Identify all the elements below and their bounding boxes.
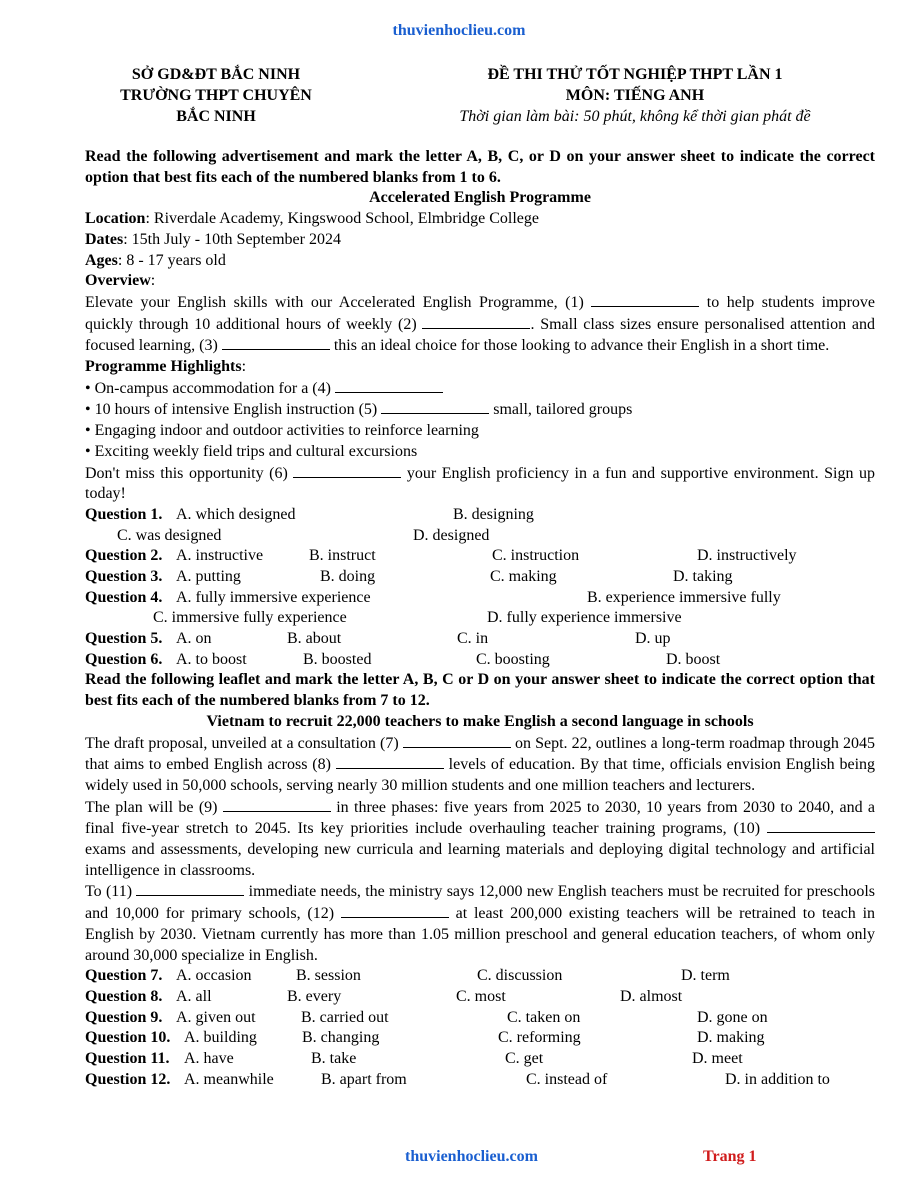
section1-title: Accelerated English Programme [369,189,591,207]
passage-paragraph-1: The draft proposal, unveiled at a consultation (7) on Sept. 22, outlines a long-term roadmap through 2045 that aims to embed English across (8) levels of education. By that time, officials envision English being widely used in 50,000 schools, serving nearly 30 million students and one million teachers and lecturers. [85,734,876,794]
passage-paragraph-2: The plan will be (9) in three phases: five years from 2025 to 2030, 10 years from 2030 to 2040, and a final five-year stretch to 2045. Its key priorities include overhauling teacher training programs, (10) exams and assessments, developing new curricula and learning materials and deploying digital technology and artificial intelligence in classrooms. [85,798,876,879]
exam-body [85,147,875,1090]
option-a: A. occasion [176,967,252,985]
option-c: C. get [505,1050,544,1068]
option-a: A. all [176,987,212,1005]
option-a: A. given out [176,1008,256,1026]
option-b: B. take [311,1050,357,1068]
blank-11 [136,881,244,896]
option-b: B. session [296,967,361,985]
option-d: D. up [635,630,671,648]
option-c: C. immersive fully experience [153,609,347,627]
highlight-2: • 10 hours of intensive English instruction (5) small, tailored groups [85,401,633,419]
exam-header [85,64,875,130]
option-b: B. instruct [309,547,376,565]
option-c: C. instruction [492,547,580,565]
blank-5 [381,399,489,414]
option-d: D. term [681,967,730,985]
passage-paragraph-3: To (11) immediate needs, the ministry says 12,000 new English teachers must be recruited for preschools and 10,000 for primary schools, (12) at least 200,000 existing teachers will be retrained to teach in English by 2030. Vietnam currently has more than 1.05 million preschool and general education teachers, of whom only around 30,000 specialize in English. [85,883,876,964]
question-1-row2 [85,526,875,547]
option-d: D. instructively [697,547,797,565]
site-watermark-top: thuvienhoclieu.com [392,22,526,39]
question-4: Question 4. A. fully immersive experience B. experience immersive fully [85,588,875,609]
option-c: C. most [456,987,506,1005]
option-a: A. putting [176,568,241,586]
question-6: Question 6. A. to boost B. boosted C. boosting D. boost [85,650,875,671]
option-a: A. meanwhile [184,1070,274,1088]
school-name: TRƯỜNG THPT CHUYÊN [120,87,312,104]
highlight-1: • On-campus accommodation for a (4) [85,378,875,400]
question-5: Question 5. A. on B. about C. in D. up [85,629,875,650]
option-a: A. which designed [176,505,296,523]
option-d: D. making [697,1029,765,1047]
option-d: D. gone on [697,1008,768,1026]
option-b: B. boosted [303,650,372,668]
highlights-label: Programme Highlights: [85,358,247,376]
option-c: C. instead of [526,1070,608,1088]
closing-paragraph: Don't miss this opportunity (6) your English proficiency in a fun and supportive environment. Sign up today! [85,464,876,503]
option-c: C. discussion [477,967,563,985]
section1-instruction: Read the following advertisement and mark the letter A, B, C, or D on your answer sheet to indicate the correct option that best fits each of the numbered blanks from 1 to 6. [85,148,875,186]
option-a: A. on [176,630,212,648]
question-9: Question 9. A. given out B. carried out C. taken on D. gone on [85,1008,875,1029]
site-watermark-bottom: thuvienhoclieu.com [405,1148,538,1165]
exam-info [375,64,895,127]
option-b: B. every [287,987,342,1005]
highlight-3: • Engaging indoor and outdoor activities to reinforce learning [85,422,479,440]
option-a: A. instructive [176,547,264,565]
exam-subject: MÔN: TIẾNG ANH [565,87,705,104]
option-d: D. in addition to [725,1070,830,1088]
option-b: B. doing [320,568,376,586]
blank-2 [422,314,530,329]
option-d: D. taking [673,568,733,586]
option-c: C. taken on [507,1008,581,1026]
blank-4 [335,378,443,393]
question-10: Question 10. A. building B. changing C. reforming D. making [85,1028,875,1049]
blank-3 [222,335,330,350]
exam-title: ĐỀ THI THỬ TỐT NGHIỆP THPT LẦN 1 [487,66,783,83]
option-c: C. was designed [117,526,222,544]
blank-10 [767,818,875,833]
school-block [85,64,347,127]
blank-12 [341,903,449,918]
question-3: Question 3. A. putting B. doing C. making D. taking [85,567,875,588]
option-a: A. building [184,1029,257,1047]
option-d: D. boost [666,650,721,668]
option-d: D. fully experience immersive [487,609,682,627]
option-b: B. about [287,630,342,648]
option-b: B. carried out [301,1008,389,1026]
question-12: Question 12. A. meanwhile B. apart from C. instead of D. in addition to [85,1070,875,1091]
option-c: C. boosting [476,650,550,668]
location-line: Location: Riverdale Academy, Kingswood School, Elmbridge College [85,210,540,228]
option-c: C. making [490,568,557,586]
option-b: B. designing [453,505,534,523]
blank-7 [403,733,511,748]
question-1: Question 1. A. which designed B. designing [85,505,875,526]
option-a: A. have [184,1050,234,1068]
option-c: C. in [457,630,489,648]
blank-6 [293,463,401,478]
dates-line: Dates: 15th July - 10th September 2024 [85,230,341,248]
blank-9 [223,797,331,812]
blank-1 [591,292,699,307]
option-a: A. to boost [176,650,247,668]
overview-paragraph: Elevate your English skills with our Accelerated English Programme, (1) to help students improve quickly through 10 additional hours of weekly (2) . Small class sizes ensure personalised attention and focused learning, (3) this an ideal choice for those looking to advance their English in a short time. [85,293,876,355]
page-footer [0,1148,918,1170]
option-d: D. meet [692,1050,743,1068]
option-b: B. changing [302,1029,380,1047]
exam-time: Thời gian làm bài: 50 phút, không kể thời gian phát đề [459,108,811,125]
question-11: Question 11. A. have B. take C. get D. meet [85,1049,875,1070]
blank-8 [336,754,444,769]
overview-label: Overview: [85,272,156,290]
option-c: C. reforming [498,1029,581,1047]
dept-name: SỞ GD&ĐT BẮC NINH [131,66,301,83]
page-number: Trang 1 [703,1148,757,1165]
highlight-4: • Exciting weekly field trips and cultural excursions [85,442,418,460]
option-b: B. experience immersive fully [587,588,781,606]
question-4-row2 [85,608,875,629]
option-a: A. fully immersive experience [176,588,371,606]
school-city: BẮC NINH [176,108,256,125]
question-8: Question 8. A. all B. every C. most D. almost [85,987,875,1008]
section2-title: Vietnam to recruit 22,000 teachers to make English a second language in schools [206,712,754,730]
option-b: B. apart from [321,1070,407,1088]
ages-line: Ages: 8 - 17 years old [85,251,226,269]
option-d: D. designed [413,526,490,544]
option-d: D. almost [620,987,683,1005]
question-2: Question 2. A. instructive B. instruct C. instruction D. instructively [85,546,875,567]
question-7: Question 7. A. occasion B. session C. discussion D. term [85,966,875,987]
section2-instruction: Read the following leaflet and mark the letter A, B, C or D on your answer sheet to indicate the correct option that best fits each of the numbered blanks from 7 to 12. [85,671,875,710]
